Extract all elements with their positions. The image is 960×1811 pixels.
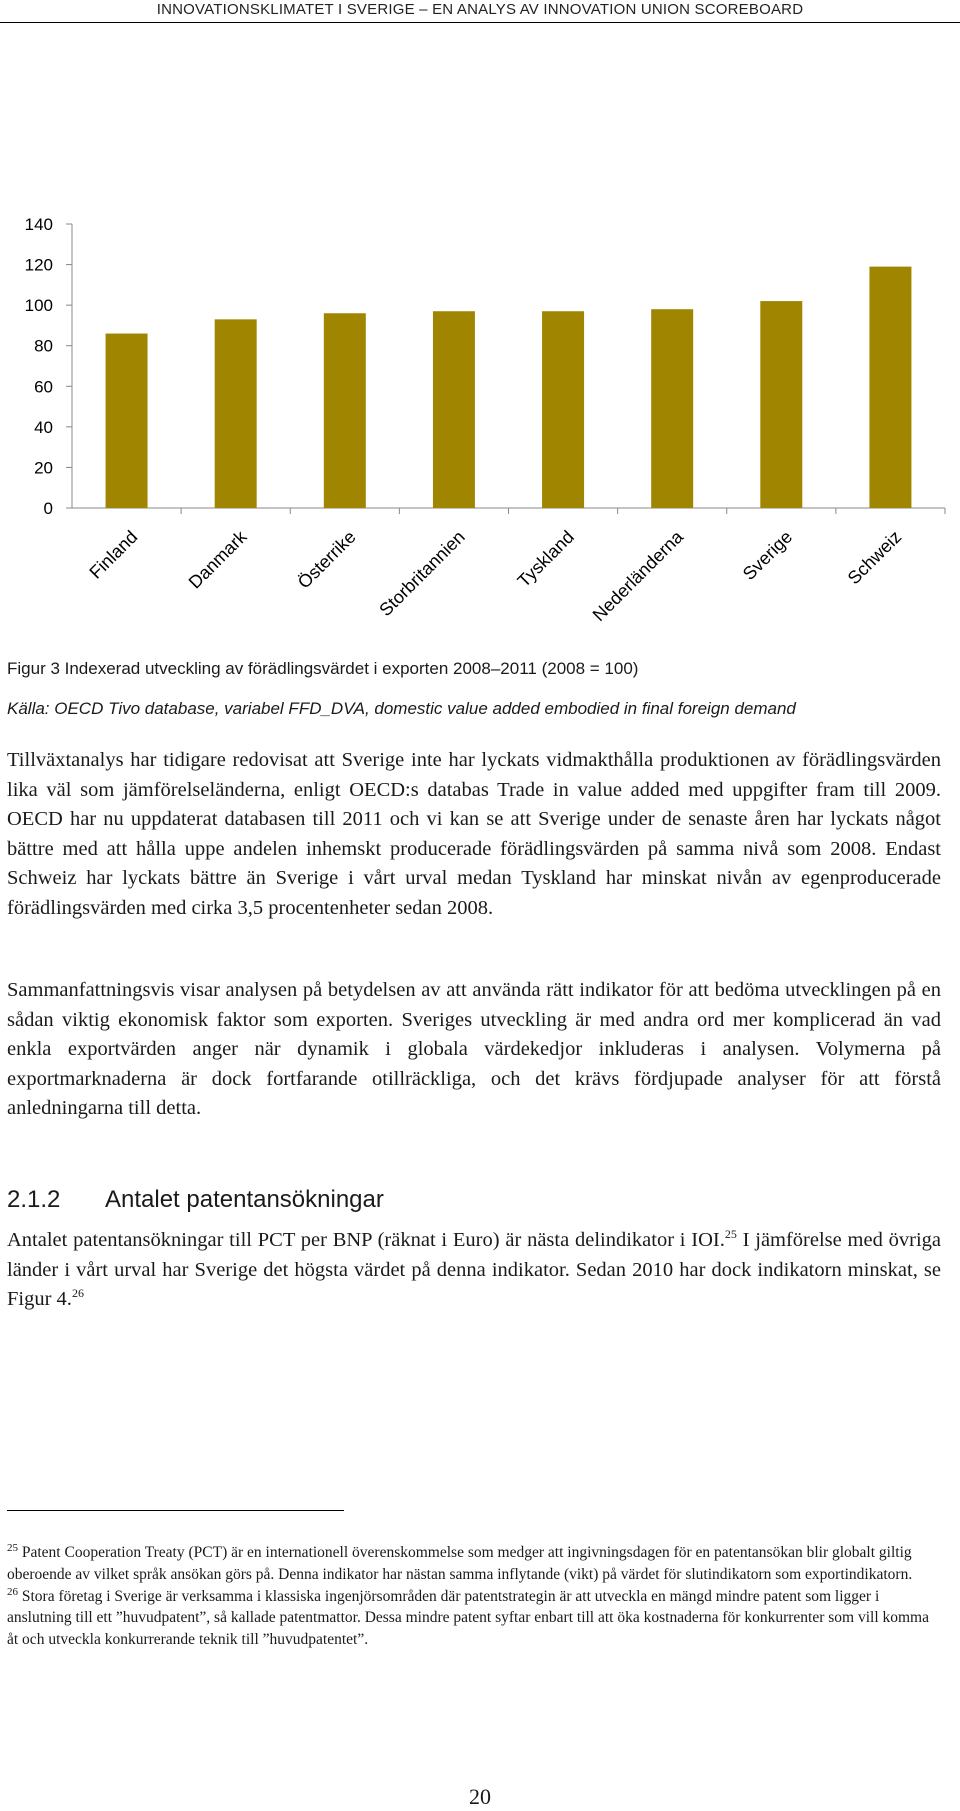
bar xyxy=(869,267,911,508)
footnote-divider xyxy=(7,1510,344,1511)
bar xyxy=(324,313,366,508)
bar xyxy=(106,334,148,508)
y-tick-label: 0 xyxy=(43,499,53,518)
y-tick-label: 60 xyxy=(34,377,53,397)
section-title: Antalet patentansökningar xyxy=(105,1186,384,1213)
footnote-text: Patent Cooperation Treaty (PCT) är en internationell överenskommelse som medger att ingivningsdagen för en patentansökan blir globalt giltig oberoende av vilket språk ansökan görs på. Denna indikator har nästan samma inflytande (vikt) på värdet för slutindikatorn som exportindikatorn. xyxy=(7,1544,913,1583)
bar xyxy=(651,309,693,508)
bar xyxy=(542,311,584,508)
bar-chart xyxy=(0,200,960,640)
footnote-number: 25 xyxy=(7,1541,18,1554)
footnote-ref[interactable]: 25 xyxy=(724,1227,737,1242)
paragraph-text: Antalet patentansökningar till PCT per BNP (räknat i Euro) är nästa delindikator i IOI. xyxy=(7,1229,725,1251)
footnote-text: Stora företag i Sverige är verksamma i klassiska ingenjörsområden där patentstrategin är att utveckla en mängd mindre patent som ligger i anslutning till ett ”huvudpatent”, så kallade patentmattor. Dessa mindre patent syftar enbart till att öka kostnaderna för konkurrenter som vill komma åt och utveckla konkurrerande teknik till ”huvudpatentet”. xyxy=(7,1587,929,1649)
x-tick-label: Sverige xyxy=(738,526,797,584)
x-tick-label: Tyskland xyxy=(513,526,578,592)
figure-source: Källa: OECD Tivo database, variabel FFD_DVA, domestic value added embodied in final foreign demand xyxy=(7,699,796,718)
figure-caption: Figur 3 Indexerad utveckling av förädlingsvärdet i exporten 2008–2011 (2008 = 100) xyxy=(7,659,639,678)
page-number: 20 xyxy=(469,1784,491,1809)
y-tick-label: 20 xyxy=(34,458,53,478)
section-number: 2.1.2 xyxy=(7,1186,61,1213)
x-tick-label: Storbritannien xyxy=(375,526,469,621)
y-tick-label: 100 xyxy=(24,296,53,316)
footnote xyxy=(7,1586,941,1651)
bar xyxy=(215,319,257,508)
x-tick-label: Danmark xyxy=(184,526,251,593)
footnote xyxy=(7,1542,941,1586)
y-tick-label: 80 xyxy=(34,336,53,356)
paragraph: Tillväxtanalys har tidigare redovisat att Sverige inte har lyckats vidmakthålla produktionen av förädlingsvärden lika väl som jämförelseländerna, enligt OECD:s databas Trade in value added med uppgifter fram till 2009. OECD har nu uppdaterat databasen till 2011 och vi kan se att Sverige under de senaste åren har lyckats något bättre med att hålla uppe andelen inhemskt producerade förädlingsvärden på samma nivå som 2008. Endast Schweiz har lyckats bättre än Sverige i vårt urval medan Tyskland har minskat nivån av egenproducerade förädlingsvärden med cirka 3,5 procentenheter sedan 2008. xyxy=(7,749,941,919)
x-tick-label: Österrike xyxy=(293,526,360,593)
section-heading xyxy=(7,1185,941,1215)
bar xyxy=(433,311,475,508)
paragraph: Sammanfattningsvis visar analysen på betydelsen av att använda rätt indikator för att bedöma utvecklingen på en sådan viktig ekonomisk faktor som exporten. Sveriges utveckling är med andra ord mer komplicerad än vad enkla exportvärden anger när dynamik i globala värdekedjor inkluderas i analysen. Volymerna på exportmarknaderna är dock fortfarande otillräckliga, och det krävs fördjupade analyser för att förstå anledningarna till detta. xyxy=(7,979,941,1120)
y-tick-label: 140 xyxy=(24,215,53,234)
paragraph xyxy=(7,1226,941,1315)
y-tick-label: 120 xyxy=(24,255,53,275)
y-tick-label: 40 xyxy=(34,417,53,437)
running-header: INNOVATIONSKLIMATET I SVERIGE – EN ANALYS AV INNOVATION UNION SCOREBOARD xyxy=(156,1,804,18)
paragraph-text: I jämförelse med övriga länder i vårt urval har Sverige det högsta värdet på denna indikator. Sedan 2010 har dock indikatorn minskat, se Figur 4. xyxy=(7,1229,941,1311)
bar xyxy=(760,301,802,508)
footnotes xyxy=(7,1542,941,1651)
footnote-ref[interactable]: 26 xyxy=(71,1286,84,1301)
x-tick-label: Nederländerna xyxy=(588,526,688,626)
footnote-number: 26 xyxy=(7,1585,18,1598)
x-tick-label: Schweiz xyxy=(843,526,906,589)
x-tick-label: Finland xyxy=(85,526,142,583)
header-divider xyxy=(0,22,960,23)
